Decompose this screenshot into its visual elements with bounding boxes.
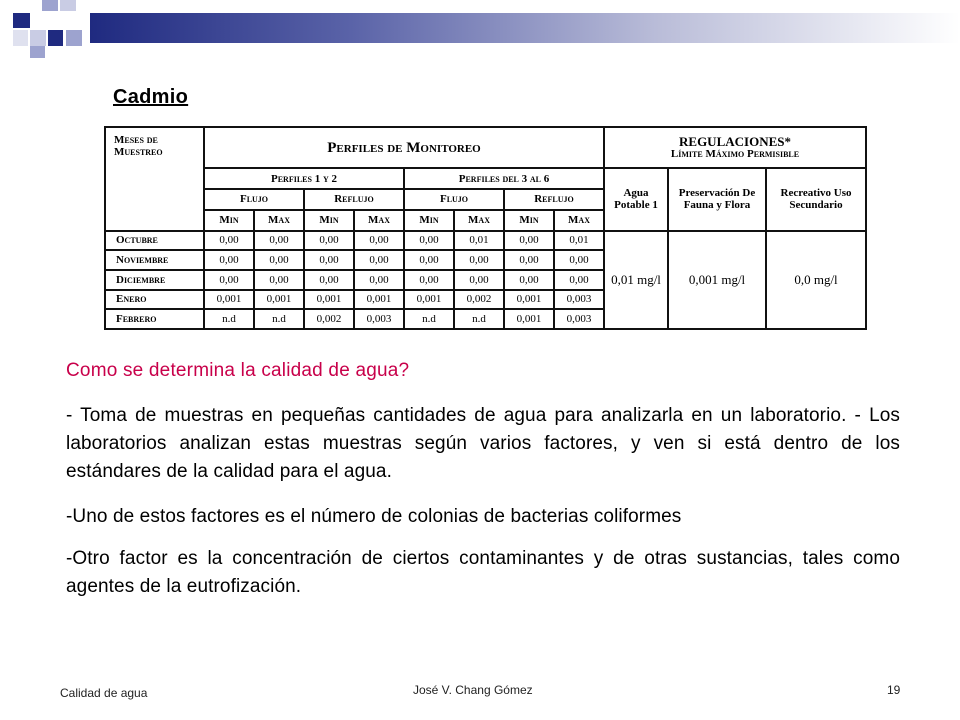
value-cell: 0,00 [404,270,454,290]
value-cell: 0,00 [304,270,354,290]
value-cell: n.d [454,309,504,329]
max-header: Max [254,210,304,231]
deco-square-light [66,30,82,46]
value-cell: n.d [204,309,254,329]
month-cell: Noviembre [105,250,204,270]
agua-potable-value: 0,01 mg/l [604,231,668,329]
value-cell: 0,00 [304,231,354,251]
slide-title: Cadmio [113,86,189,108]
value-cell: 0,00 [204,250,254,270]
flujo-header: Flujo [204,189,304,210]
value-cell: 0,00 [304,250,354,270]
page-number: 19 [887,683,901,697]
preservacion-header: Preservación De Fauna y Flora [668,168,766,230]
value-cell: 0,00 [504,231,554,251]
value-cell: 0,00 [204,270,254,290]
value-cell: 0,00 [354,250,404,270]
value-cell: 0,00 [454,250,504,270]
max-header: Max [354,210,404,231]
value-cell: 0,001 [354,290,404,310]
min-header: Min [304,210,354,231]
value-cell: 0,01 [454,231,504,251]
reflujo-header: Reflujo [304,189,404,210]
perfiles-header: Perfiles de Monitoreo [204,127,604,168]
header-gradient-bar [90,13,960,43]
max-header: Max [554,210,604,231]
month-cell: Octubre [105,231,204,251]
value-cell: 0,01 [554,231,604,251]
regulaciones-header: REGULACIONES* Límite Máximo Permisible [604,127,866,168]
deco-square-light [42,0,58,11]
value-cell: 0,003 [354,309,404,329]
month-cell: Enero [105,290,204,310]
group-perfiles-1-2: Perfiles 1 y 2 [204,168,404,189]
deco-square-light [30,30,46,46]
value-cell: 0,00 [254,250,304,270]
value-cell: 0,002 [454,290,504,310]
min-header: Min [204,210,254,231]
deco-square-navy [30,46,45,58]
value-cell: 0,001 [404,290,454,310]
deco-square-navy [13,13,30,28]
recreativo-header: Recreativo Uso Secundario [766,168,866,230]
value-cell: 0,00 [504,250,554,270]
month-cell: Diciembre [105,270,204,290]
value-cell: 0,00 [404,250,454,270]
footer-author: José V. Chang Gómez [413,683,533,697]
month-cell: Febrero [105,309,204,329]
value-cell: 0,00 [254,270,304,290]
preservacion-value: 0,001 mg/l [668,231,766,329]
reflujo-header: Reflujo [504,189,604,210]
value-cell: n.d [254,309,304,329]
value-cell: 0,00 [404,231,454,251]
corner-header: Meses de Muestreo [105,127,204,231]
monitoring-table [104,126,865,330]
value-cell: 0,00 [354,231,404,251]
body-paragraph-2: -Uno de estos factores es el número de colonias de bacterias coliformes [66,506,682,527]
value-cell: 0,003 [554,290,604,310]
max-header: Max [454,210,504,231]
value-cell: 0,00 [354,270,404,290]
value-cell: 0,00 [204,231,254,251]
deco-square-navy [48,30,63,46]
value-cell: 0,00 [254,231,304,251]
deco-square-light [13,30,28,46]
value-cell: 0,001 [504,309,554,329]
value-cell: n.d [404,309,454,329]
flujo-header: Flujo [404,189,504,210]
value-cell: 0,00 [504,270,554,290]
value-cell: 0,00 [554,270,604,290]
value-cell: 0,001 [304,290,354,310]
value-cell: 0,003 [554,309,604,329]
value-cell: 0,001 [504,290,554,310]
value-cell: 0,00 [454,270,504,290]
footer-left: Calidad de agua [60,686,148,700]
value-cell: 0,002 [304,309,354,329]
table-row [105,231,866,251]
section-heading: Como se determina la calidad de agua? [66,360,410,381]
agua-potable-header: Agua Potable 1 [604,168,668,230]
value-cell: 0,00 [554,250,604,270]
recreativo-value: 0,0 mg/l [766,231,866,329]
body-paragraph-3: -Otro factor es la concentración de ciertos contaminantes y de otras sustancias, tales como agentes de la eutrofización. [66,548,900,597]
value-cell: 0,001 [204,290,254,310]
min-header: Min [504,210,554,231]
group-perfiles-3-6: Perfiles del 3 al 6 [404,168,604,189]
min-header: Min [404,210,454,231]
value-cell: 0,001 [254,290,304,310]
body-paragraph-1: - Toma de muestras en pequeñas cantidades de agua para analizarla en un laboratorio. - Los laboratorios analizan estas muestras según varios factores, y ven si está dentro de los estándares de la calidad para el agua. [66,405,900,482]
deco-square-light [60,0,76,11]
